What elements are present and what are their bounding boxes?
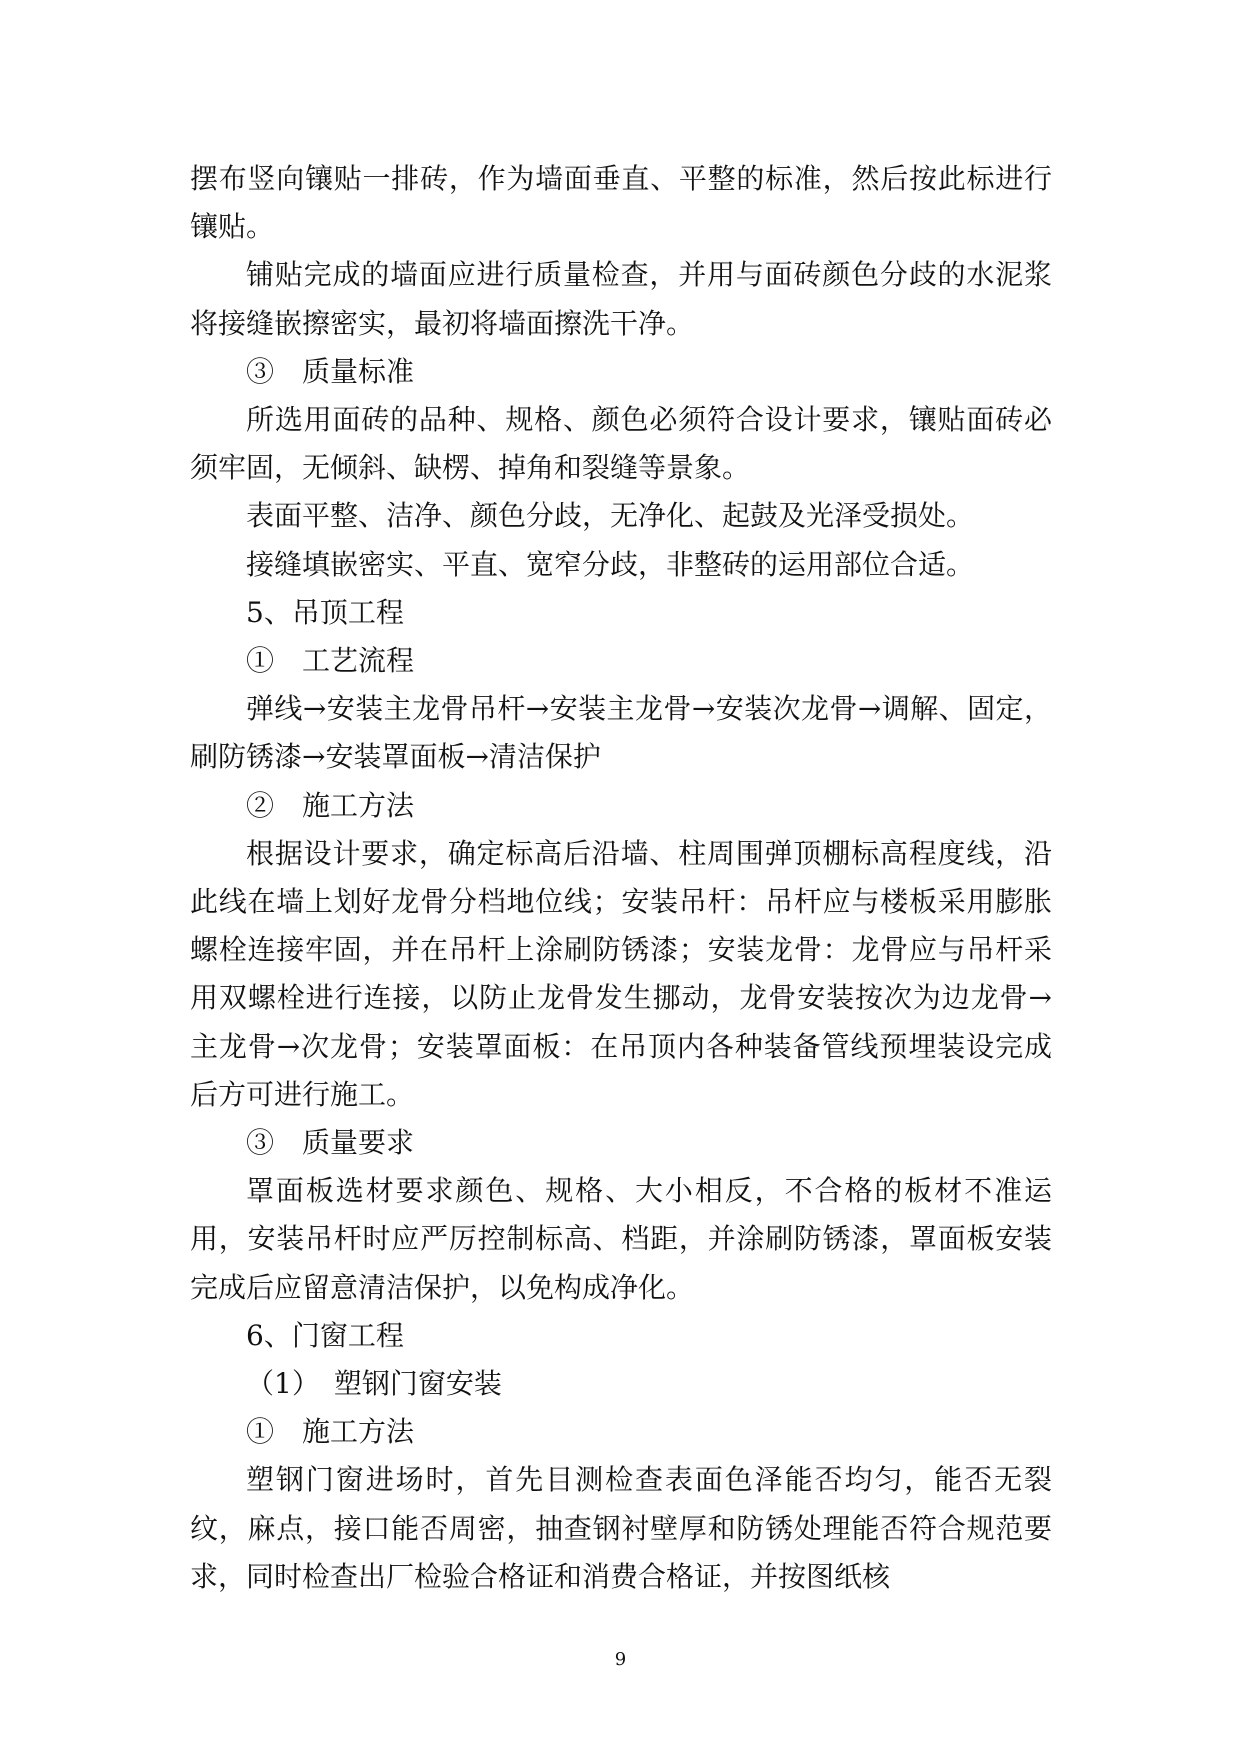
section-heading: 5、吊顶工程 (246, 595, 404, 629)
section-heading: ① 工艺流程 (246, 644, 415, 678)
section-heading: 6、门窗工程 (246, 1318, 404, 1352)
body-paragraph: 罩面板选材要求颜色、规格、大小相反，不合格的板材不准运用，安装吊杆时应严厉控制标高、档距，并涂刷防锈漆，罩面板安装完成后应留意清洁保护，以免构成净化。 (190, 1174, 1052, 1304)
body-paragraph: 摆布竖向镶贴一排砖，作为墙面垂直、平整的标准，然后按此标进行镶贴。 (190, 162, 1052, 244)
document-body (190, 155, 1052, 1601)
section-heading: ③ 质量要求 (246, 1126, 415, 1160)
body-paragraph: 表面平整、洁净、颜色分歧，无净化、起鼓及光泽受损处。 (246, 499, 975, 533)
body-paragraph: 根据设计要求，确定标高后沿墙、柱周围弹顶棚标高程度线，沿此线在墙上划好龙骨分档地位线；安装吊杆：吊杆应与楼板采用膨胀螺栓连接牢固，并在吊杆上涂刷防锈漆；安装龙骨：龙骨应与吊杆采用双螺栓进行连接，以防止龙骨发生挪动，龙骨安装按次为边龙骨→主龙骨→次龙骨；安装罩面板：在吊顶内各种装备管线预埋装设完成后方可进行施工。 (190, 836, 1052, 1111)
page-number: 9 (614, 1649, 627, 1670)
body-paragraph: 铺贴完成的墙面应进行质量检查，并用与面砖颜色分歧的水泥浆将接缝嵌擦密实，最初将墙面擦洗干净。 (190, 258, 1052, 340)
body-paragraph: 接缝填嵌密实、平直、宽窄分歧，非整砖的运用部位合适。 (246, 547, 975, 581)
body-paragraph: 塑钢门窗进场时，首先目测检查表面色泽能否均匀，能否无裂纹，麻点，接口能否周密，抽查钢衬壁厚和防锈处理能否符合规范要求，同时检查出厂检验合格证和消费合格证，并按图纸核 (190, 1463, 1052, 1593)
section-heading: （1） 塑钢门窗安装 (246, 1367, 502, 1401)
body-paragraph: 所选用面砖的品种、规格、颜色必须符合设计要求，镶贴面砖必须牢固，无倾斜、缺楞、掉角和裂缝等景象。 (190, 403, 1052, 485)
section-heading: ② 施工方法 (246, 788, 415, 822)
body-paragraph: 弹线→安装主龙骨吊杆→安装主龙骨→安装次龙骨→调解、固定，刷防锈漆→安装罩面板→清洁保护 (190, 692, 1052, 774)
section-heading: ③ 质量标准 (246, 354, 415, 388)
section-heading: ① 施工方法 (246, 1415, 415, 1449)
